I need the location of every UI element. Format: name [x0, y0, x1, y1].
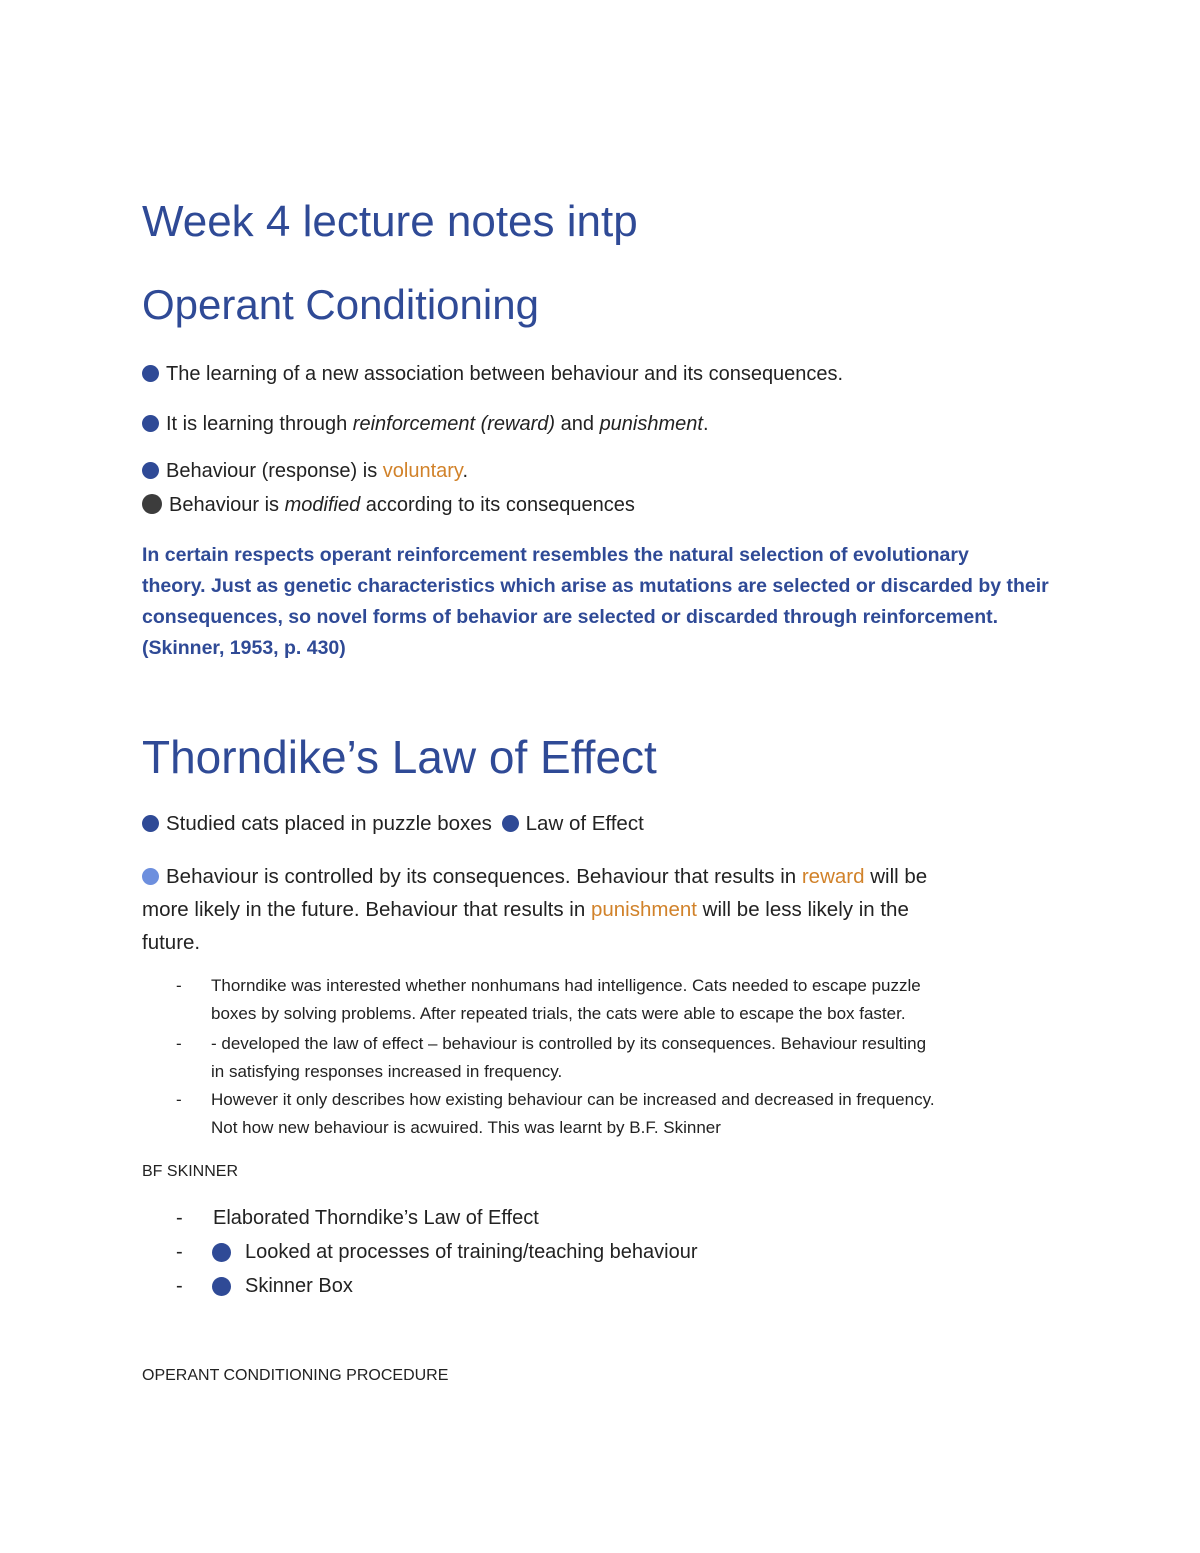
- section-heading-thorndike: Thorndike’s Law of Effect: [142, 731, 657, 783]
- section-label-procedure: OPERANT CONDITIONING PROCEDURE: [142, 1367, 449, 1384]
- bullet-dot-icon: [142, 365, 159, 382]
- bullet-dot-icon: [142, 415, 159, 432]
- list-item: - Looked at processes of training/teaching behaviour: [176, 1241, 698, 1263]
- bullet-dot-icon: [142, 815, 159, 832]
- document-title: Week 4 lecture notes intp: [142, 197, 638, 246]
- list-item: - Skinner Box: [176, 1275, 353, 1297]
- bullet-item: The learning of a new association between behaviour and its consequences.: [142, 362, 843, 386]
- skinner-quote: In certain respects operant reinforcement resembles the natural selection of evolutionary theory. Just as genetic characteristics which arise as mutations are selected or discarded by their consequences, so novel forms of behavior are selected or discarded through reinforcement. (Skinner, 1953, p. 430): [142, 544, 1049, 659]
- list-item: However it only describes how existing behaviour can be increased and decreased in frequency. Not how new behaviour is acwuired. This was learnt by B.F. Skinner: [211, 1090, 935, 1137]
- bullet-dot-icon: [142, 494, 162, 514]
- highlight-punishment: punishment: [590, 898, 697, 921]
- section-label-bf-skinner: BF SKINNER: [142, 1163, 239, 1180]
- bullet-dot-icon: [212, 1243, 231, 1262]
- bullet-dot-icon: [212, 1277, 231, 1296]
- dash-marker: -: [176, 1034, 182, 1053]
- section-heading-operant: Operant Conditioning: [142, 281, 539, 328]
- bullet-item: Behaviour is modified according to its consequences: [142, 493, 635, 517]
- bullet-item: It is learning through reinforcement (reward) and punishment.: [142, 412, 709, 436]
- list-item: - developed the law of effect – behaviour is controlled by its consequences. Behaviour resulting in satisfying responses increased in frequency.: [211, 1034, 927, 1081]
- highlight-reward: reward: [801, 865, 865, 888]
- law-of-effect-paragraph: Behaviour is controlled by its consequences. Behaviour that results in reward will be more likely in the future. Behaviour that results in punishment will be less likely in the future.: [142, 865, 928, 954]
- dash-marker: -: [176, 976, 182, 995]
- list-item: Thorndike was interested whether nonhumans had intelligence. Cats needed to escape puzzle boxes by solving problems. After repeated trials, the cats were able to escape the box faster.: [211, 976, 921, 1023]
- highlight-voluntary: voluntary: [382, 460, 463, 482]
- bullet-dot-icon: [142, 868, 159, 885]
- bullet-dot-icon: [502, 815, 519, 832]
- bullet-item: Behaviour (response) is voluntary.: [142, 459, 468, 483]
- bullet-dot-icon: [142, 462, 159, 479]
- list-item: - Elaborated Thorndike’s Law of Effect: [176, 1207, 539, 1229]
- dash-marker: -: [176, 1090, 182, 1109]
- bullet-item: Studied cats placed in puzzle boxes Law of Effect: [142, 812, 644, 837]
